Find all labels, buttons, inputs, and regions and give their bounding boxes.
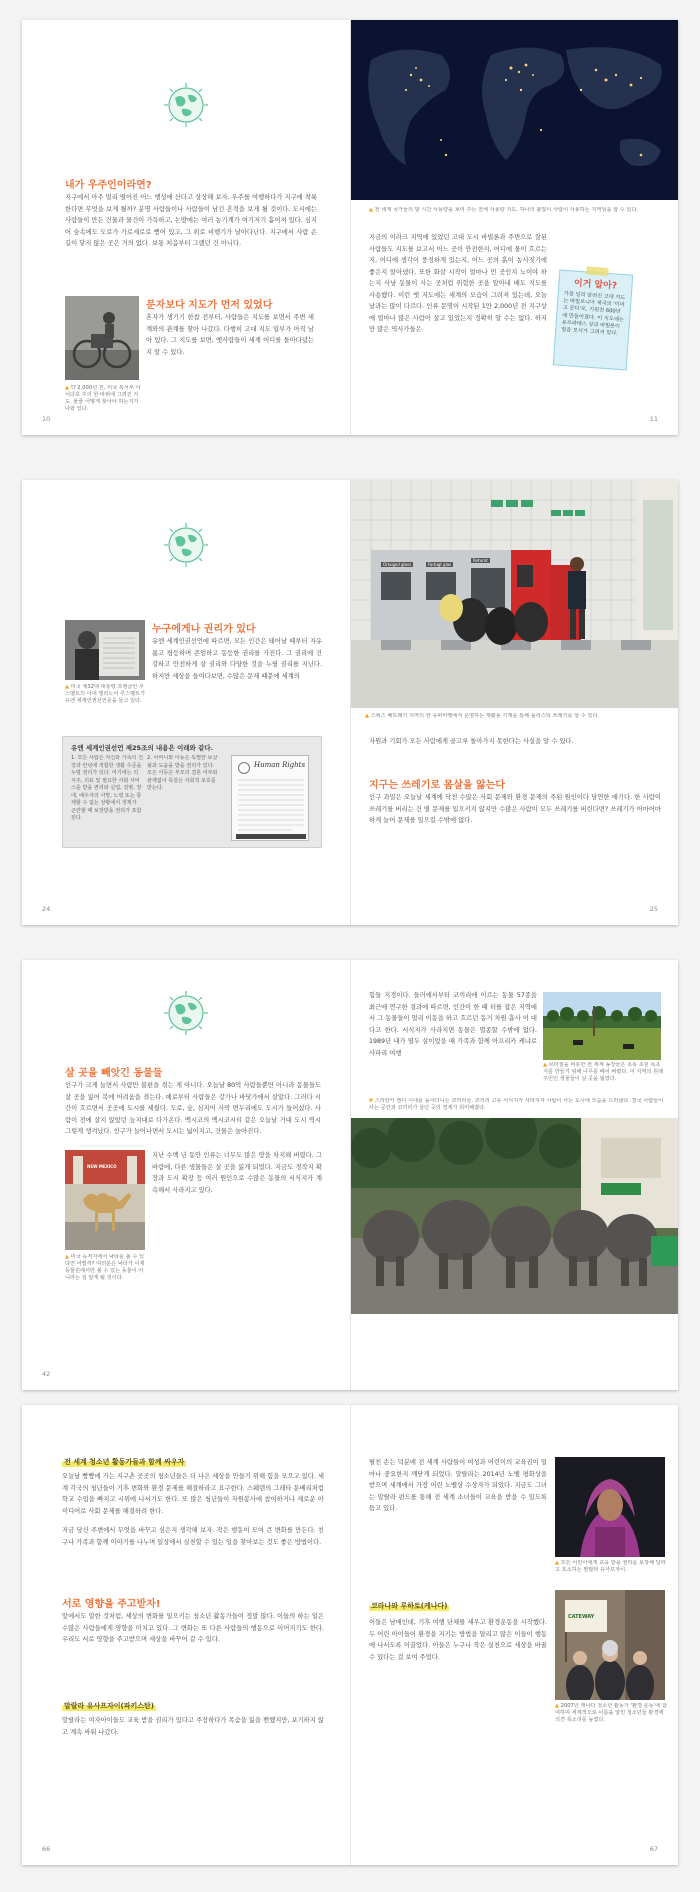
page-number: 11 xyxy=(649,415,658,423)
page-67 xyxy=(350,1405,678,1865)
body-paragraph-1: 펼친 손는 덕분에 전 세계 사람들이 여성과 어린이의 교육권이 얼마나 중요한지 깨닫게 되었다. 말랄라는 2014년 노벨 평화상을 받으며 세계에서 가장 어린 노벨상 수상자가 되었다. 지금도 그녀는 말랄라 펀드를 통해 전 세계 소녀들이 교육을 받을 수 있도록 돕고 있다. xyxy=(369,1459,547,1512)
caption-roosevelt: ▲ 미국 제32대 대통령 프랭클린 루스벨트의 아내 엘리노어 루스벨트가 유엔 세계인권선언문을 들고 있다. xyxy=(65,684,146,704)
declaration-infobox xyxy=(62,736,322,848)
infobox-text-2: 2. 어머니와 아동은 특별한 보살핌과 도움을 받을 권리가 있다. 모든 아동은 부모의 결혼 여부와 관계없이 똑같은 사회적 보호를 받는다. xyxy=(147,755,218,791)
deforestation-photo xyxy=(543,992,661,1060)
bin-sign-1: Orkugeil glass xyxy=(383,562,412,567)
page-number: 42 xyxy=(42,1370,51,1378)
page-25 xyxy=(350,480,678,925)
heading-animals: 살 곳을 빼앗긴 동물들 xyxy=(65,1068,163,1079)
highlight-heading-1: 전 세계 청소년 활동가들과 함께 싸우자 xyxy=(64,1458,185,1466)
caption-night-map: ▲ 전 세계 국가들의 밤 시간 사용량을 보여 주는 전체 사용량 지도. 하나의 불빛이 사람이 사용하는 지역임을 알 수 있다. xyxy=(369,207,639,213)
infobox-text-1: 1. 모든 사람은 자신과 가족의 건강과 안녕에 적합한 생활 수준을 누릴 권리가 있다. 여기에는 의식주, 의료 및 필요한 사회 서비스를 받을 권리와 실업, 질병, 장애, 배우자의 사망, 노령 또는 통제할 수 없는 상황에서 생계가 곤란할 때 보장받을 권리가 포함된다. xyxy=(71,755,143,821)
page-number: 10 xyxy=(42,415,51,423)
infobox-title: 유엔 세계인권선언 제25조의 내용은 이래와 같다. xyxy=(71,744,214,752)
activists-photo xyxy=(555,1590,665,1700)
page-42 xyxy=(22,960,350,1390)
body-paragraph: 지금의 이라크 지역에 있었던 고대 도시 바빌론과 주변으로 잘된 사람들도 지도를 보고서 어느 곳이 안전한지, 어디에 물이 흐르는지, 어디에 생각이 풍성하게 있는지, 어느 곳의 흙이 농사짓기에 좋은지 알아냈다. 또한 화살 시작이 얼마나 먼 곳인지 노이야 하는지 사냥 동물이 사는 곳처럼 위험한 곳을 알아내 배도 지도를 사용했다. 이런 옛 지도에는 세계의 모습이 그려져 있는데, 오늘날과는 많이 다르다. 인류 문명이 시작된 1만 2,000년 전 지구상에 얼마나 많은 사람이 살고 있었는지 정확히 알 수는 없다. 하지만 많은 역사가들은 xyxy=(369,234,547,333)
camel-photo xyxy=(65,1150,145,1250)
caption-malala: ▲ 모든 어린이에게 교육 받을 권리를 보장해 달라고 호소하는 말랄라 유사프자이. xyxy=(555,1560,666,1573)
page-66 xyxy=(22,1405,350,1865)
caption-activists: ▲ 2007년 캐나다 청소년 활동가 '환경 운동'에 참여하며 세계적으로 이름을 알린 청소년들 환경에 의견 목소리를 높였다. xyxy=(555,1703,667,1723)
body-paragraph: 인구가 크게 늘면서 사람만 불편을 겪는 게 아니다. 오늘날 80억 사람들뿐만 아니라 동물들도 살 곳을 잃어 복에 어려움을 겪는다. 예로부터 사람들은 강가나 바닷가에서 살았다. 그러다 시간이 흐르면서 곳곳에 도시를 세웠다. 도로, 숲, 심지어 사막 변두리에도 도시가 들어섰다. 사람이 전에 살지 않았던 늪지대로 다가온다. 멕시코의 멕시코시티 같은 오늘날 거대 도시 역시 그렇게 생겨났다. 인구가 늘어나면서 도시는 넓어지고, 건물은 높아진다. xyxy=(65,1082,321,1135)
protest-sign: CATEWAY xyxy=(568,1614,595,1620)
body-paragraph-2: 앞에서도 말한 것처럼, 세상의 변화를 일으키는 청소년 활동가들이 정말 많다. 이들의 하는 일은 수많은 사람들에게 영향을 미치고 있다. 그 변화는 또 다른 사람들의 행동으로 이어지기도 한다. 우리도 서로 영향을 주고받으며 세상을 바꾸어 갈 수 있다. xyxy=(62,1613,324,1643)
rock-map-photo xyxy=(65,296,139,380)
body-paragraph-1: 오늘날 빵빵에 가는 지구촌 곳곳의 청소년들은 더 나은 세상을 만들기 위해 힘을 모으고 있다. 세계 각국의 청년들이 기후 변화와 환경 문제를 해결하라고 요구한다. 스웨덴의 그레타 툰베리처럼 학교 수업을 빠지고 시위에 나서기도 한다. 또 많은 청년들이 자원봉사에 참여하거나 새로운 아이디어로 사회 문제를 해결하려 한다. xyxy=(62,1473,324,1515)
page-number: 67 xyxy=(649,1845,658,1853)
globe-icon xyxy=(163,990,209,1036)
night-lights-map-photo xyxy=(351,20,678,200)
caption-rock-map: ▲ 약 2,000년 전, 미국 북서부 아이다호 주의 한 바위에 그려진 지도. 물줄 어떻게 찾아야 하는지가 나와 있다. xyxy=(65,385,141,412)
page-24 xyxy=(22,480,350,925)
body-paragraph-1: 자원과 기회가 모든 사람에게 골고루 돌아가지 못한다는 사실을 알 수 있다. xyxy=(369,738,574,745)
body-paragraph: 힘들 지경이다. 들러에서부터 코끼리에 이르는 동물 57종을 최근에 연구한 결과에 따르면, 인간이 한 때 터를 잡은 지역에서 그 동물들이 멀리 이동을 하고 흐르던 동거 차원 흡사 이 대 다고 한다. 서식지가 사라지면 동물은 멸종할 수밖에 없다. 1989년 내가 열두 살이었을 때 가족과 함께 아프리카 케냐로 사파리 여행 xyxy=(369,992,537,1057)
caption-elephants: ▼ 스리랑카 캔디 시내를 돌아다니는 코끼리들. 코끼리 고유 서식지가 사라지자 사람이 사는 도시에 모습을 드러냈다. 결국 사람들이 사는 공간과 코끼리가 살던 곳의 경계가 희미해졌다. xyxy=(369,1098,664,1111)
page-number: 66 xyxy=(42,1845,51,1853)
heading-astronaut: 내가 우주인이라면? xyxy=(65,180,152,191)
page-10 xyxy=(22,20,350,435)
page-number: 25 xyxy=(649,905,658,913)
page-number: 24 xyxy=(42,905,51,913)
body-paragraph-2: 이들은 남매인데, 기후 여행 단체를 세우고 환경운동을 시작했다. 두 어린 아이들이 환경을 지키는 방법을 알리고 많은 이들이 행동에 나서도록 이끌었다. 이들은 누구나 작은 실천으로 세상을 바꿀 수 있다는 걸 보여 주었다. xyxy=(369,1619,547,1661)
body-paragraph: 지구에서 아주 멀리 떨어진 어느 행성에 산다고 상상해 보자. 우주를 여행하다가 지구에 착륙한다면 무엇을 보게 될까? 분명 사람들이나 사람들이 남긴 흔적을 보게 될 것이다. 도시에는 사람들이 만든 건물과 물건이 가득하고, 논밭에는 여러 농기계가 여기저기 흩어져 있다. 심지어 숲속에도 도로가 가로세로로 뻗어 있고, 그 위로 비행기가 날아다닌다. 지구에서 사람 손길이 닿지 않은 곳은 거의 없다. 보통 처음부터 그랬던 건 아니다. xyxy=(65,194,317,247)
declaration-document-image xyxy=(231,755,309,841)
body-paragraph-3: 말랄라는 여자아이들도 교육 받을 권리가 있다고 주장하다가 목숨을 잃을 뻔했지만, 포기하지 않고 계속 싸워 나갔다. xyxy=(62,1717,324,1736)
heading-garbage: 지구는 쓰레기로 몸살을 앓는다 xyxy=(369,780,506,791)
heading-maps-first: 문자보다 지도가 먼저 있었다 xyxy=(146,300,273,311)
eleanor-roosevelt-photo xyxy=(65,620,145,680)
bin-sign-2: Farbigt glas xyxy=(428,562,452,567)
spread-2 xyxy=(22,480,678,925)
page-43 xyxy=(350,960,678,1390)
document-heading: Human Rights xyxy=(254,761,306,769)
elephants-street-photo xyxy=(351,1118,678,1314)
caption-camel: ▲ 미국 뉴저지에서 낙타를 볼 수 있다면 어떨까? 여러분은 낙타가 이제 동물원에서만 볼 수 있는 동물이 아니라는 걸 알게 될 것이다. xyxy=(65,1254,145,1281)
spread-1 xyxy=(22,20,678,435)
bin-sign-3: Returnt xyxy=(473,558,488,563)
globe-icon xyxy=(163,522,209,568)
heading-rights: 누구에게나 권리가 있다 xyxy=(152,624,256,635)
malala-photo xyxy=(555,1457,665,1557)
camel-sign: NEW MEXICO xyxy=(87,1164,117,1169)
note-title: 이거 알아? xyxy=(573,278,618,292)
heading-influence: 서로 영향을 주고받자! xyxy=(62,1599,161,1610)
did-you-know-note xyxy=(553,270,634,371)
recycling-machine-photo xyxy=(351,480,678,708)
tape xyxy=(586,266,609,276)
body-paragraph: 유엔 세계인권선언에 따르면, 모든 인간은 태어날 때부터 자유롭고 평등하며 존엄하고 동등한 권리를 가진다. 그 권리에 건강하고 안전하게 살 권리와 다양한 것을 누릴 권리를 지닌다. 하지만 세상을 들여다보면, 수많은 문제 때문에 세계의 xyxy=(152,638,322,680)
body-paragraph-2: 지난 수백 년 동안 인류는 너무도 많은 땅을 차지해 버렸다. 그 바람에, 다른 생물들은 살 곳을 잃게 되었다. 지금도 경작지 확장과 도시 확장 등 여러 원인으로 수많은 동물의 서식지가 계속해서 사라지고 있다. xyxy=(152,1152,322,1194)
globe-icon xyxy=(163,82,209,128)
body-paragraph-2: 인구 과밀은 오늘날 세계에 닥친 수많은 사회 문제와 환경 문제의 주된 원인이다 당연한 얘기다. 한 사람이 쓰레기를 버리는 건 별 문제를 일으키지 않지만 수많은 사람이 모두 쓰레기를 버린다면? 쓰레기가 어마어마하게 늘어 문제를 일으킬 수밖에 없다. xyxy=(369,794,661,824)
body-paragraph-1b: 지금 당신 주변에서 무엇을 바꾸고 싶은지 생각해 보자. 작은 행동이 모여 큰 변화를 만든다. 친구나 가족과 함께 이야기를 나누며 일상에서 실천할 수 있는 일을 찾아보는 것도 좋은 방법이다. xyxy=(62,1527,324,1546)
caption-recycling: ▲ 스위스 페트레기 지역의 한 슈퍼마켓에서 운영하는 재활용 기계를 통해 플라스틱 쓰레기를 알 수 있다. xyxy=(365,713,600,719)
caption-deforestation: ▲ 브라질을 비롯한 전 세계 농장들은 초록 초원 목초지를 만들기 위해 나무를 베어 버렸다. 이 지역의 원래 주인인 생물들이 살 곳을 잃었다. xyxy=(543,1062,664,1082)
spread-3 xyxy=(22,960,678,1390)
note-body: 가장 널리 알려진 고대 지도는 바빌로니아 제국의 '이마고 문디'로, 기원전 600년에 만들어졌다. 이 지도에는 유프라테스 강과 바빌론이 얼음 모시가 그려져 있다. xyxy=(561,290,626,337)
page-number: 43 xyxy=(649,1370,658,1378)
spread-4 xyxy=(22,1405,678,1865)
highlight-heading-2: 말랄라 유사프자이(파키스탄) xyxy=(64,1702,154,1710)
body-paragraph-2: 혼자가 생기기 한참 전부터, 사람들은 지도를 보면서 주변 세계와의 관계를 찾아 나갔다. 다행히 고대 지도 일부가 아직 남아 있다. 그 지도를 보면, 옛사람들이 세계 어디를 돌아다녔는지 알 수 있다. xyxy=(146,314,314,356)
highlight-heading: 코라나와 루하토(케나다) xyxy=(371,1602,448,1610)
page-11 xyxy=(350,20,678,435)
